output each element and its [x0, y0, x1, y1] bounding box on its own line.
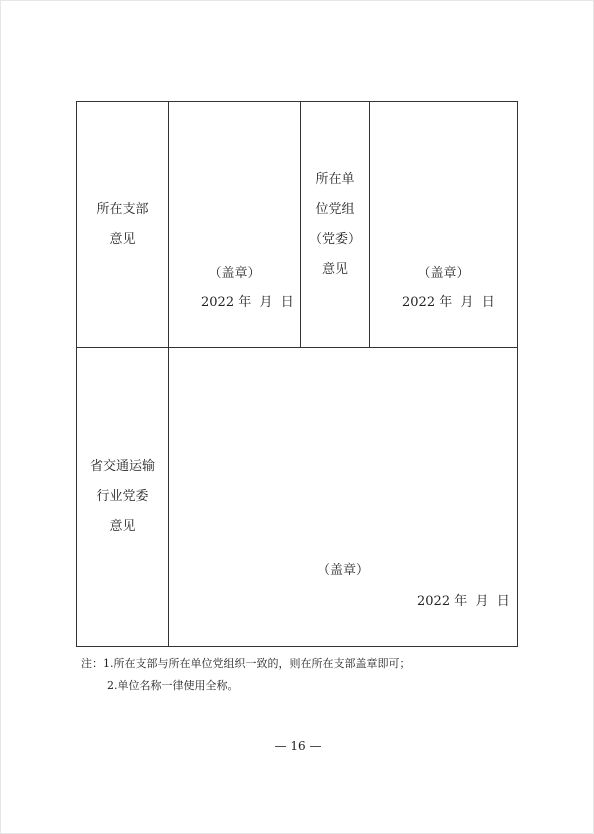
branch-label-line: 意见 [109, 231, 136, 247]
committee-label-line: 行业党委 [96, 489, 149, 504]
committee-label-line: 意见 [109, 519, 136, 534]
table-row [77, 102, 518, 348]
unit-label-line: 位党组 [315, 201, 355, 217]
committee-label-line: 省交通运输 [89, 459, 155, 474]
unit-label-line: 所在单 [315, 171, 355, 187]
unit-date-text: 2022 年 月 日 [402, 295, 495, 310]
unit-opinion-field[interactable] [370, 102, 518, 348]
branch-label-line: 所在支部 [96, 201, 149, 217]
table-row [77, 348, 518, 647]
committee-date-text: 2022 年 月 日 [417, 594, 510, 609]
committee-seal-text: （盖章） [316, 563, 369, 578]
branch-opinion-label [77, 102, 169, 348]
committee-opinion-label [77, 348, 169, 647]
opinion-form-table [76, 101, 518, 647]
branch-seal-text: （盖章） [208, 266, 261, 281]
branch-date-text: 2022 年 月 日 [201, 295, 294, 310]
committee-opinion-field[interactable] [169, 348, 518, 647]
unit-opinion-label [301, 102, 370, 348]
notes [81, 653, 411, 697]
unit-label-line: （党委） [308, 231, 361, 247]
branch-opinion-field[interactable] [169, 102, 301, 348]
note-line-1: 注：1.所在支部与所在单位党组织一致的，则在所在支部盖章即可； [81, 657, 411, 670]
note-line-2: 2.单位名称一律使用全称。 [107, 679, 239, 692]
unit-seal-text: （盖章） [417, 266, 470, 281]
page-number: — 16 — [274, 739, 322, 753]
unit-label-line: 意见 [321, 261, 348, 277]
